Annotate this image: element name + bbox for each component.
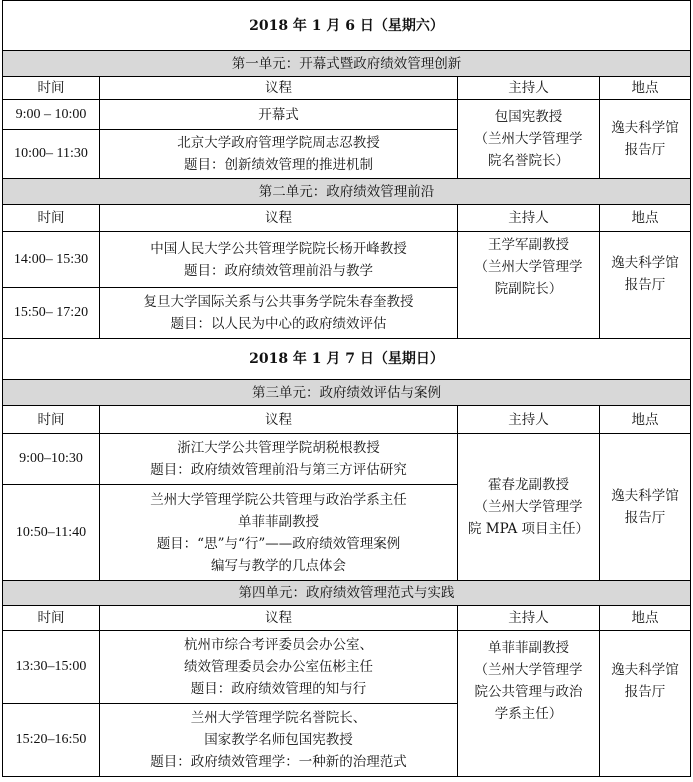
agenda-line: 题目：政府绩效管理前沿与教学 (184, 262, 373, 279)
unit-host (458, 232, 600, 339)
unit-location (600, 631, 691, 777)
location-line: 逸夫科学馆 (611, 662, 679, 678)
agenda-line: 杭州市综合考评委员会办公室、 (184, 637, 373, 653)
host-line: 单菲菲副教授 (488, 640, 569, 656)
header-host: 主持人 (458, 77, 600, 100)
agenda-line: 绩效管理委员会办公室伍彬主任 (184, 659, 373, 675)
table-row (3, 434, 691, 485)
session-time: 9:00–10:30 (3, 434, 100, 485)
session-agenda (100, 434, 458, 485)
agenda-line: 国家教学名师包国宪教授 (204, 732, 353, 748)
day-heading: 2018 年 1 月 7 日（星期日） (3, 339, 691, 380)
session-time: 10:00– 11:30 (3, 130, 100, 179)
header-host: 主持人 (458, 205, 600, 232)
unit-location (600, 232, 691, 339)
agenda-line: 编写与教学的几点体会 (211, 557, 346, 574)
location-line: 报告厅 (624, 277, 666, 293)
host-line: 院名誉院长） (488, 153, 569, 169)
location-line: 报告厅 (624, 684, 666, 700)
location-line: 逸夫科学馆 (611, 120, 679, 136)
unit-host (458, 100, 600, 179)
header-host: 主持人 (458, 606, 600, 631)
agenda-line: 题目：创新绩效管理的推进机制 (184, 157, 373, 173)
agenda-line: 浙江大学公共管理学院胡税根教授 (177, 440, 380, 456)
session-agenda (100, 288, 458, 339)
host-line: 院公共管理与政治 (474, 684, 583, 700)
session-time: 15:50– 17:20 (3, 288, 100, 339)
agenda-line: 题目：政府绩效管理的知与行 (190, 681, 367, 697)
host-line: 霍春龙副教授 (488, 477, 569, 493)
session-agenda (100, 485, 458, 581)
header-time: 时间 (3, 205, 100, 232)
header-time: 时间 (3, 406, 100, 434)
header-time: 时间 (3, 77, 100, 100)
header-time: 时间 (3, 606, 100, 631)
agenda-line: 北京大学政府管理学院周志忍教授 (177, 135, 380, 151)
header-host: 主持人 (458, 406, 600, 434)
session-agenda (100, 631, 458, 704)
agenda-line: 兰州大学管理学院公共管理与政治学系主任 (150, 491, 407, 508)
header-location: 地点 (600, 77, 691, 100)
host-line: 包国宪教授 (494, 109, 563, 125)
host-line: （兰州大学管理学 (474, 131, 583, 147)
header-location: 地点 (600, 406, 691, 434)
session-time: 15:20–16:50 (3, 704, 100, 777)
agenda-line: 复旦大学国际关系与公共事务学院朱春奎教授 (143, 294, 414, 310)
unit-title: 第二单元：政府绩效管理前沿 (3, 179, 691, 205)
session-agenda (100, 100, 458, 130)
agenda-line: 中国人民大学公共管理学院院长杨开峰教授 (150, 240, 407, 257)
location-line: 报告厅 (624, 142, 666, 158)
header-agenda: 议程 (100, 606, 458, 631)
header-location: 地点 (600, 205, 691, 232)
location-line: 逸夫科学馆 (611, 488, 679, 504)
location-line: 报告厅 (624, 510, 666, 526)
host-line: （兰州大学管理学 (474, 499, 583, 515)
session-agenda (100, 232, 458, 288)
session-time: 13:30–15:00 (3, 631, 100, 704)
session-agenda (100, 130, 458, 179)
agenda-line: 题目：“思”与“行”——政府绩效管理案例 (156, 535, 401, 552)
agenda-line: 题目：政府绩效管理学：一种新的治理范式 (150, 754, 407, 770)
unit-title: 第三单元：政府绩效评估与案例 (3, 380, 691, 406)
unit-host (458, 434, 600, 581)
host-line: 院 MPA 项目主任） (468, 521, 589, 537)
unit-title: 第四单元：政府绩效管理范式与实践 (3, 581, 691, 606)
host-line: （兰州大学管理学 (474, 259, 583, 275)
agenda-line: 兰州大学管理学院名誉院长、 (190, 710, 367, 726)
agenda-line: 开幕式 (258, 106, 299, 123)
table-row (3, 100, 691, 130)
host-line: 学系主任） (494, 706, 563, 722)
agenda-line: 题目：以人民为中心的政府绩效评估 (170, 316, 387, 332)
host-line: 院副院长） (494, 281, 563, 297)
unit-location (600, 100, 691, 179)
session-agenda (100, 704, 458, 777)
host-line: （兰州大学管理学 (474, 662, 583, 678)
table-row (3, 232, 691, 288)
unit-location (600, 434, 691, 581)
unit-title: 第一单元：开幕式暨政府绩效管理创新 (3, 51, 691, 77)
agenda-line: 题目：政府绩效管理前沿与第三方评估研究 (150, 462, 407, 478)
table-row (3, 631, 691, 704)
schedule-table (2, 0, 691, 777)
host-line: 王学军副教授 (488, 237, 569, 253)
session-time: 14:00– 15:30 (3, 232, 100, 288)
unit-host (458, 631, 600, 777)
header-location: 地点 (600, 606, 691, 631)
day-heading: 2018 年 1 月 6 日（星期六） (3, 1, 691, 51)
agenda-line: 单菲菲副教授 (238, 513, 319, 530)
session-time: 10:50–11:40 (3, 485, 100, 581)
header-agenda: 议程 (100, 205, 458, 232)
session-time: 9:00 – 10:00 (3, 100, 100, 130)
header-agenda: 议程 (100, 77, 458, 100)
location-line: 逸夫科学馆 (611, 255, 679, 271)
header-agenda: 议程 (100, 406, 458, 434)
